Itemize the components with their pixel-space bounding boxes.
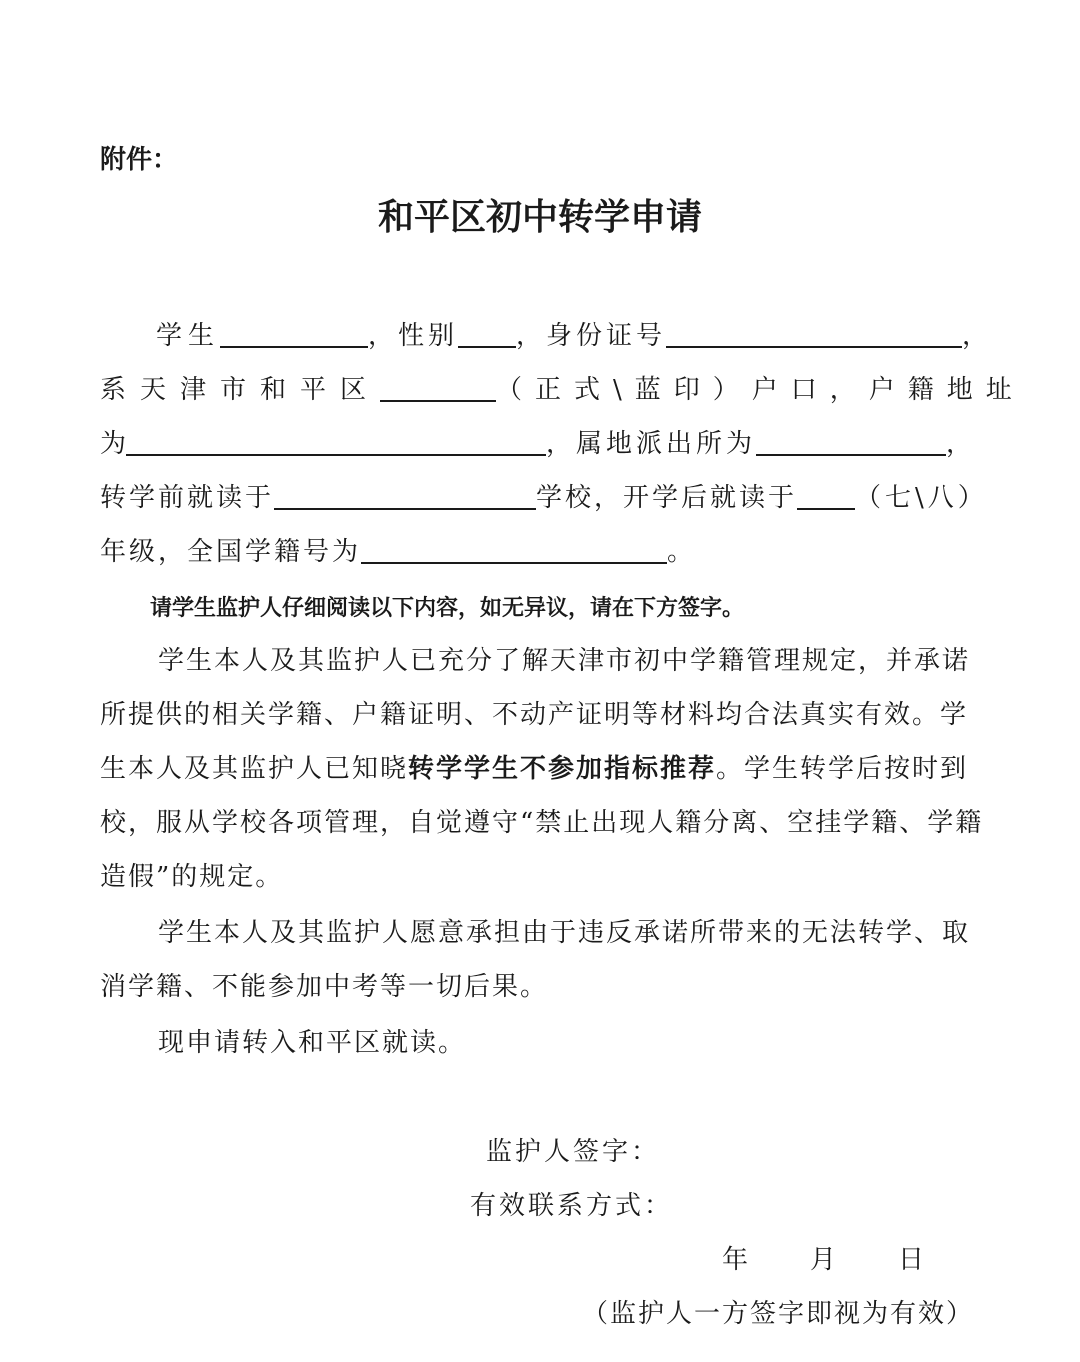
student-registry-blank[interactable] (361, 534, 667, 564)
student-name-blank[interactable] (220, 318, 368, 348)
gender-label: ，性别 (368, 321, 459, 351)
date-year-label: 年 (722, 1245, 749, 1275)
student-label: 学生 (156, 321, 221, 351)
commitment-text-b: 。学生转学后按时到校，服从学校各项管理，自觉遵守“禁止出现人籍分离、空挂学籍、学籍造假”的规定。 (100, 754, 984, 892)
form-line-1 (100, 316, 989, 356)
form-line-3 (100, 424, 980, 464)
address-label: 为 (100, 429, 127, 459)
form-line-4 (100, 478, 988, 518)
form-line-2 (100, 370, 1025, 410)
commitment-highlight: 转学学生不参加指标推荐 (408, 754, 717, 784)
police-station-blank[interactable] (756, 426, 946, 456)
previous-school-label: 转学前就读于 (100, 483, 275, 513)
district-label: 系天津市和平区 (100, 375, 381, 405)
signature-note: （监护人一方签字即视为有效） (582, 1299, 975, 1329)
commitment-paragraph-1 (100, 634, 985, 904)
attachment-label: 附件： (100, 145, 179, 175)
grade-options: （七\八） (855, 483, 988, 513)
grade-blank[interactable] (797, 480, 855, 510)
police-station-label: ，属地派出所为 (546, 429, 757, 459)
document-title: 和平区初中转学申请 (377, 197, 702, 238)
new-grade-label: 学校，开学后就读于 (536, 483, 798, 513)
previous-school-blank[interactable] (274, 480, 536, 510)
address-blank[interactable] (126, 426, 546, 456)
date-day-label: 日 (898, 1245, 925, 1275)
commitment-paragraph-2: 学生本人及其监护人愿意承担由于违反承诺所带来的无法转学、取消学籍、不能参加中考等一切后果。 (100, 918, 971, 1002)
contact-label: 有效联系方式： (470, 1191, 674, 1221)
id-number-blank[interactable] (666, 318, 962, 348)
form-line-5 (100, 532, 980, 572)
guardian-signature-label: 监护人签字： (486, 1137, 661, 1167)
commitment-text-a: 学生本人及其监护人已充分了解天津市初中学籍管理规定，并承诺所提供的相关学籍、户籍证明、不动产证明等材料均合法真实有效。学生本人及其监护人已知晓 (100, 646, 971, 784)
district-blank[interactable] (380, 372, 496, 402)
id-label: ，身份证号 (516, 321, 667, 351)
comma: ， (946, 429, 973, 459)
hukou-type-label: （正式\蓝印）户口，户籍地址 (496, 375, 1025, 405)
comma: ， (962, 321, 989, 351)
guardian-notice: 请学生监护人仔细阅读以下内容，如无异议，请在下方签字。 (150, 596, 745, 621)
date-month-label: 月 (810, 1245, 837, 1275)
gender-blank[interactable] (458, 318, 516, 348)
period: 。 (667, 537, 694, 567)
application-statement: 现申请转入和平区就读。 (158, 1028, 467, 1058)
student-id-label: 年级，全国学籍号为 (100, 537, 362, 567)
